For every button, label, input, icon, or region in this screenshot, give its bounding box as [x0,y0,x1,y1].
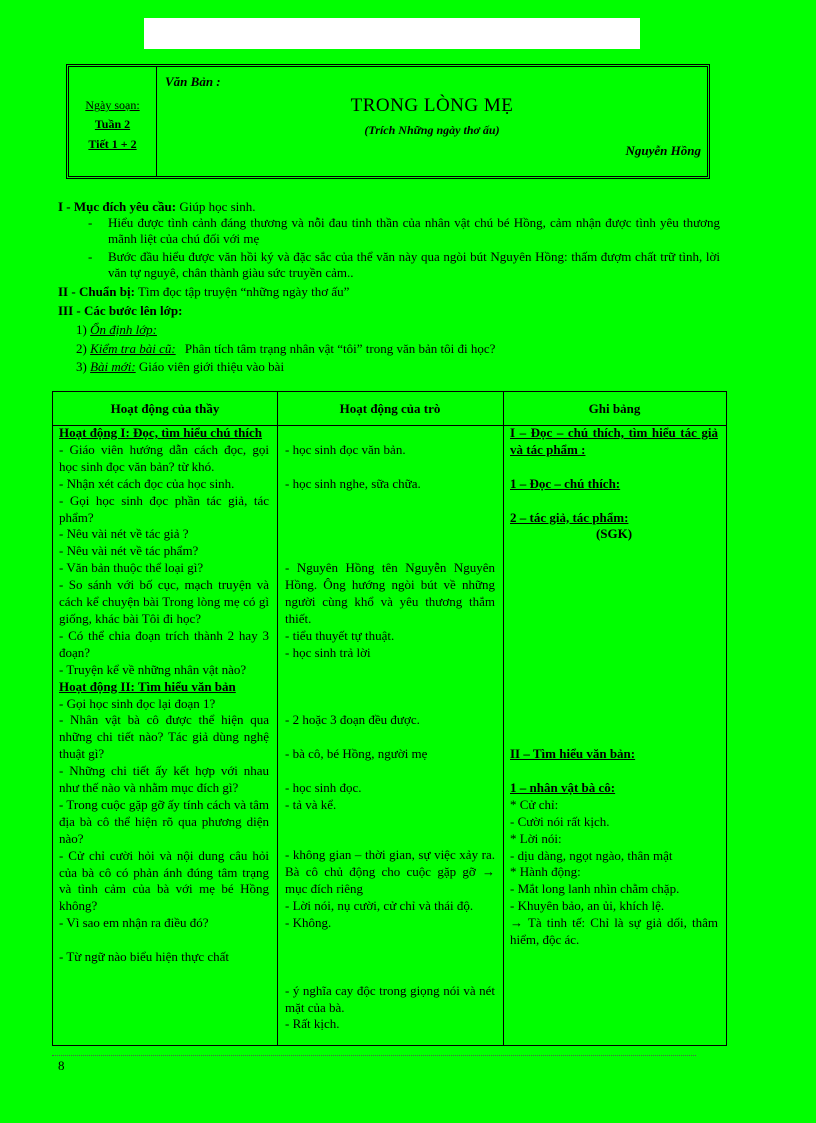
step-2-text: Phân tích tâm trạng nhân vật “tôi” trong văn bản tôi đi học? [184,341,496,356]
student-item: - không gian – thời gian, sự việc xảy ra. Bà cô chủ động cho cuộc gặp gỡ → mục đích riêng [285,847,495,897]
board-item: 1 – Đọc – chú thích: [510,475,621,491]
student-item: - tả và kể. [285,796,337,812]
teacher-item: - Cử chỉ cười hỏi và nội dung câu hỏi của bà cô có phản ánh đúng tâm trạng và tình cảm của bà với mẹ bé Hồng không? [59,847,269,914]
text-type-label: Văn Bản : [165,74,221,89]
board-item: - Khuyên bảo, an ủi, khích lệ. [510,898,665,914]
activity-1-heading: Hoạt động I: Đọc, tìm hiểu chú thích [59,425,262,440]
student-item: - Nguyên Hồng tên Nguyễn Nguyên Hồng. Ông hướng ngòi bút về những người cùng khổ và yêu thương thắm thiết. [285,560,495,626]
board-item: * Hành động: [510,864,581,880]
teacher-item: - Truyện kể về những nhân vật nào? [59,661,247,677]
section-1 [58,199,256,215]
section-1-label: I - Mục đích yêu cầu: [58,199,177,214]
step-3 [76,359,284,375]
teacher-item: - Có thể chia đoạn trích thành 2 hay 3 đoạn? [59,627,269,660]
objective-1: Hiểu được tình cảnh đáng thương và nỗi đau tinh thần của nhân vật chú bé Hồng, cảm nhận được tình yêu thương mãnh liệt của chú đối với mẹ [108,215,720,246]
lesson-subtitle: (Trích Những ngày thơ ấu) [364,123,500,137]
board-item: 2 – tác giả, tác phẩm: [510,509,629,525]
board-sgk: (SGK) [595,526,633,542]
board-item: * Lời nói: [510,830,562,846]
section-3-label: III - Các bước lên lớp: [58,303,183,318]
board-item: - Cười nói rất kịch. [510,813,610,829]
step-2-label: Kiểm tra bài cũ: [90,341,176,356]
student-item: - bà cô, bé Hồng, người mẹ [285,746,428,762]
lesson-table [52,391,727,1046]
teacher-item: - Nêu vài nét về tác giả ? [59,526,189,542]
student-item: - ý nghĩa cay độc trong giọng nói và nét mặt của bà. [285,982,495,1015]
period-label: Tiết 1 + 2 [88,137,137,151]
step-1 [76,322,157,338]
section-2 [58,284,349,300]
board-item: - Mắt long lanh nhìn chằm chặp. [510,881,680,897]
teacher-column [59,425,269,966]
step-3-text: Giáo viên giới thiệu vào bài [138,359,285,374]
header-student: Hoạt động của trò [339,401,441,416]
student-item: - Không. [285,915,332,931]
teacher-item: - Nhân vật bà cô được thể hiện qua những chi tiết nào? Tác giả dùng nghệ thuật gì? [59,712,269,762]
board-heading-1: I – Đọc – chú thích, tìm hiểu tác giả và tác phẩm : [510,425,718,457]
section-1-text: Giúp học sinh. [179,199,256,214]
top-blank-bar [144,18,640,49]
teacher-item: - Văn bản thuộc thể loại gì? [59,560,204,576]
student-item: - học sinh trả lời [285,644,371,660]
teacher-item: - Nhận xét cách đọc của học sinh. [59,475,235,491]
lesson-title: TRONG LÒNG MẸ [350,95,514,116]
teacher-item: - Từ ngữ nào biểu hiện thực chất [59,949,229,965]
section-2-label: II - Chuẩn bị: [58,284,135,299]
board-item: * Cử chỉ: [510,796,559,812]
board-column [510,425,718,949]
teacher-item: - So sánh với bố cục, mạch truyện và cách kể chuyện bài Trong lòng mẹ có gì giống, khác bài Tôi đi học? [59,577,269,626]
ngay-soan-label: Ngày soạn: [85,98,140,112]
student-item: - học sinh đọc văn bản. [285,441,406,457]
board-item: - dịu dàng, ngọt ngào, thân mật [510,847,673,863]
header-board: Ghi bảng [588,401,641,416]
bullet-dash: - [88,215,93,230]
step-2 [76,341,495,357]
bullet-dash: - [88,249,93,264]
board-heading-2: II – Tìm hiểu văn bản: [510,746,636,762]
objective-2: Bước đầu hiểu được văn hồi ký và đặc sắc của thể văn này qua ngòi bút Nguyên Hồng: thấm đượm chất trữ tình, lời văn tự nguyê, chân thành giàu sức truyền cảm.. [108,249,720,280]
student-item: - học sinh đọc. [285,779,362,795]
step-3-num: 3) [76,359,87,374]
student-item: - tiểu thuyết tự thuật. [285,627,395,643]
section-2-text: Tìm đọc tập truyện “những ngày thơ ấu” [137,284,350,299]
student-item: - học sinh nghe, sữa chữa. [285,475,421,491]
board-item: → Tà tinh tế: Chỉ là sự giả dối, thâm hiểm, độc ác. [510,915,718,948]
teacher-item: - Nêu vài nét về tác phẩm? [59,543,199,559]
teacher-item: - Gọi học sinh đọc lại đoạn 1? [59,695,216,711]
step-3-label: Bài mới: [90,359,136,374]
step-2-num: 2) [76,341,87,356]
activity-2-heading: Hoạt động II: Tìm hiểu văn bản [59,678,236,694]
lesson-header-box [66,64,710,179]
header-teacher: Hoạt động của thầy [110,401,220,416]
board-item: 1 – nhân vật bà cô: [510,779,616,795]
student-column [285,425,495,1033]
student-item: - 2 hoặc 3 đoạn đều được. [285,712,420,728]
author-name: Nguyễn Hồng [625,143,701,158]
teacher-item: - Giáo viên hướng dẫn cách đọc, gọi học sinh đọc văn bản? từ khó. [59,441,269,474]
footer-rule [52,1055,696,1056]
week-label: Tuần 2 [94,117,131,131]
student-item: - Rất kịch. [285,1016,340,1032]
section-3 [58,303,182,319]
teacher-item: - Trong cuộc gặp gỡ ấy tính cách và tâm địa bà cô thể hiện rõ qua phương diện nào? [59,796,269,846]
teacher-item: - Gọi học sinh đọc phần tác giả, tác phẩm? [59,492,269,525]
student-item: - Lời nói, nụ cười, cử chỉ và thái độ. [285,898,474,914]
page-number: 8 [58,1058,65,1073]
step-1-num: 1) [76,322,87,337]
step-1-label: Ổn định lớp: [90,322,157,337]
teacher-item: - Những chi tiết ấy kết hợp với nhau như thế nào và nhằm mục đích gì? [59,763,269,796]
lesson-meta-cell [69,67,157,176]
teacher-item: - Vì sao em nhận ra điều đó? [59,915,209,931]
